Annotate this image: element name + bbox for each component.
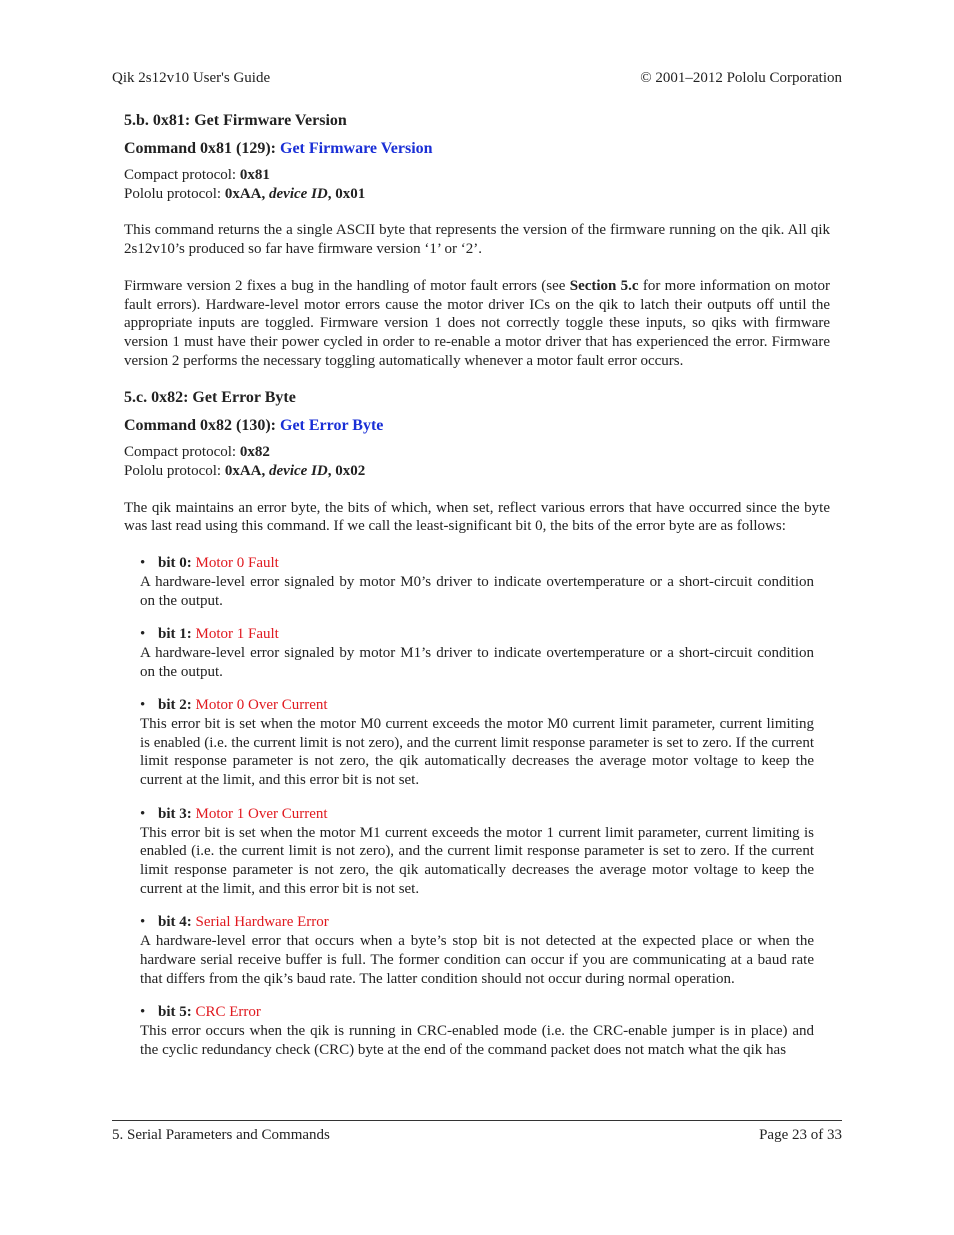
compact-protocol-line [124, 443, 830, 462]
firmware-version-2-note [124, 277, 830, 371]
error-bit-list [140, 554, 814, 1059]
list-item-bit-0 [140, 554, 814, 610]
list-item-bit-4 [140, 913, 814, 988]
footer-divider [112, 1120, 842, 1121]
section-heading-5c: 5.c. 0x82: Get Error Byte [124, 389, 296, 407]
bullet-icon: • [140, 914, 146, 931]
bit-name: Motor 1 Over Current [195, 805, 328, 822]
bullet-icon: • [140, 697, 146, 714]
bit-title [140, 805, 814, 824]
command-label: Command 0x81 (129): [124, 140, 280, 157]
chapter-title: 5. Serial Parameters and Commands [112, 1127, 330, 1143]
bit-number: bit 1: [158, 626, 196, 643]
bit-title [140, 625, 814, 644]
bit-number: bit 0: [158, 555, 196, 572]
pololu-protocol-value-c: , 0x02 [327, 463, 366, 480]
pololu-protocol-line [124, 462, 830, 481]
pololu-protocol-device-id: device ID [269, 185, 328, 202]
list-item-bit-2 [140, 696, 814, 790]
bit-name: Serial Hardware Error [195, 914, 329, 931]
bit-description: This error bit is set when the motor M1 current exceeds the motor 1 current limit parameter, current limiting is enabled (i.e. the current limit is not zero), and the current limit response parameter is set to zero. If the current limit response parameter is not zero, the qik automatically decreases the average motor voltage to keep the current at the limit, and this error bit is not set. [140, 824, 814, 897]
bit-name: Motor 0 Fault [195, 555, 279, 572]
page-footer [112, 1126, 842, 1145]
bit-number: bit 4: [158, 914, 196, 931]
list-item-bit-5 [140, 1003, 814, 1059]
bullet-icon: • [140, 1004, 146, 1021]
get-error-byte-link[interactable]: Get Error Byte [280, 417, 384, 435]
firmware-note-text-b: for more information on motor fault errors). Hardware-level motor errors cause the motor driver ICs on the qik to latch their outputs off until the appropriate inputs are toggled. Firmware version 1 does not correctly toggle these inputs, so qiks with firmware version 1 must have their power cycled in order to re-enable a motor driver that has experienced the error. Firmware version 2 performs the necessary toggling automatically whenever a motor fault error occurs. [124, 277, 830, 369]
bit-number: bit 5: [158, 1004, 196, 1021]
command-heading-0x82 [124, 416, 830, 436]
pololu-protocol-label: Pololu protocol: [124, 185, 225, 202]
bullet-icon: • [140, 555, 146, 572]
list-item-bit-3 [140, 805, 814, 899]
error-byte-description: The qik maintains an error byte, the bits of which, when set, reflect various errors that have occurred since the byte was last read using this command. If we call the least-significant bit 0, the bits of the error byte are as follows: [124, 499, 830, 535]
bit-title [140, 1003, 814, 1022]
bit-name: CRC Error [195, 1004, 261, 1021]
get-firmware-version-link[interactable]: Get Firmware Version [280, 140, 433, 157]
copyright-notice: © 2001–2012 Pololu Corporation [640, 70, 842, 86]
command-label: Command 0x82 (130): [124, 417, 280, 435]
pololu-protocol-value-c: , 0x01 [327, 185, 366, 202]
pololu-protocol-device-id: device ID [269, 463, 328, 480]
page-header [112, 69, 842, 88]
pololu-protocol-value-a: 0xAA, [224, 185, 270, 202]
compact-protocol-label: Compact protocol: [124, 444, 240, 461]
bit-title [140, 913, 814, 932]
bullet-icon: • [140, 626, 146, 643]
section-heading-5b: 5.b. 0x81: Get Firmware Version [124, 112, 347, 129]
compact-protocol-line [124, 166, 830, 185]
compact-protocol-value: 0x81 [239, 167, 270, 183]
bit-description: A hardware-level error that occurs when a byte’s stop bit is not detected at the expected place or when the hardware serial receive buffer is full. The former condition can occur if you are communicating at a baud rate that differs from the qik’s baud rate. The latter condition should not occur during normal operation. [140, 933, 814, 987]
compact-protocol-value: 0x82 [239, 444, 270, 461]
bit-title [140, 696, 814, 715]
firmware-note-text-a: Firmware version 2 fixes a bug in the handling of motor fault errors (see [124, 277, 570, 294]
bit-name: Motor 1 Fault [195, 626, 279, 643]
bit-number: bit 3: [158, 805, 196, 822]
pololu-protocol-line [124, 185, 830, 204]
bit-description: This error occurs when the qik is running in CRC-enabled mode (i.e. the CRC-enable jumper is in place) and the cyclic redundancy check (CRC) byte at the end of the command packet does not match what the qik has [140, 1022, 814, 1058]
section-5c-reference: Section 5.c [569, 277, 639, 294]
bit-number: bit 2: [158, 697, 196, 714]
bit-title [140, 554, 814, 573]
bit-description: A hardware-level error signaled by motor M0’s driver to indicate overtemperature or a short-circuit condition on the output. [140, 573, 814, 609]
pololu-protocol-label: Pololu protocol: [124, 463, 225, 480]
command-heading-0x81 [124, 139, 830, 159]
firmware-version-description: This command returns the a single ASCII byte that represents the version of the firmware running on the qik. All qik 2s12v10’s produced so far have firmware version ‘1’ or ‘2’. [124, 222, 830, 258]
bit-description: A hardware-level error signaled by motor M1’s driver to indicate overtemperature or a short-circuit condition on the output. [140, 644, 814, 680]
page-content [124, 111, 830, 1074]
compact-protocol-label: Compact protocol: [124, 167, 240, 183]
pololu-protocol-value-a: 0xAA, [224, 463, 270, 480]
bit-description: This error bit is set when the motor M0 current exceeds the motor M0 current limit parameter, current limiting is enabled (i.e. the current limit is not zero), and the current limit response parameter is set to zero. If the current limit response parameter is not zero, the qik automatically decreases the average motor voltage to keep the current at the limit, and this error bit is not set. [140, 716, 814, 789]
bullet-icon: • [140, 805, 146, 822]
list-item-bit-1 [140, 625, 814, 681]
document-title: Qik 2s12v10 User's Guide [112, 70, 271, 86]
page-number: Page 23 of 33 [759, 1127, 842, 1143]
bit-name: Motor 0 Over Current [195, 697, 328, 714]
